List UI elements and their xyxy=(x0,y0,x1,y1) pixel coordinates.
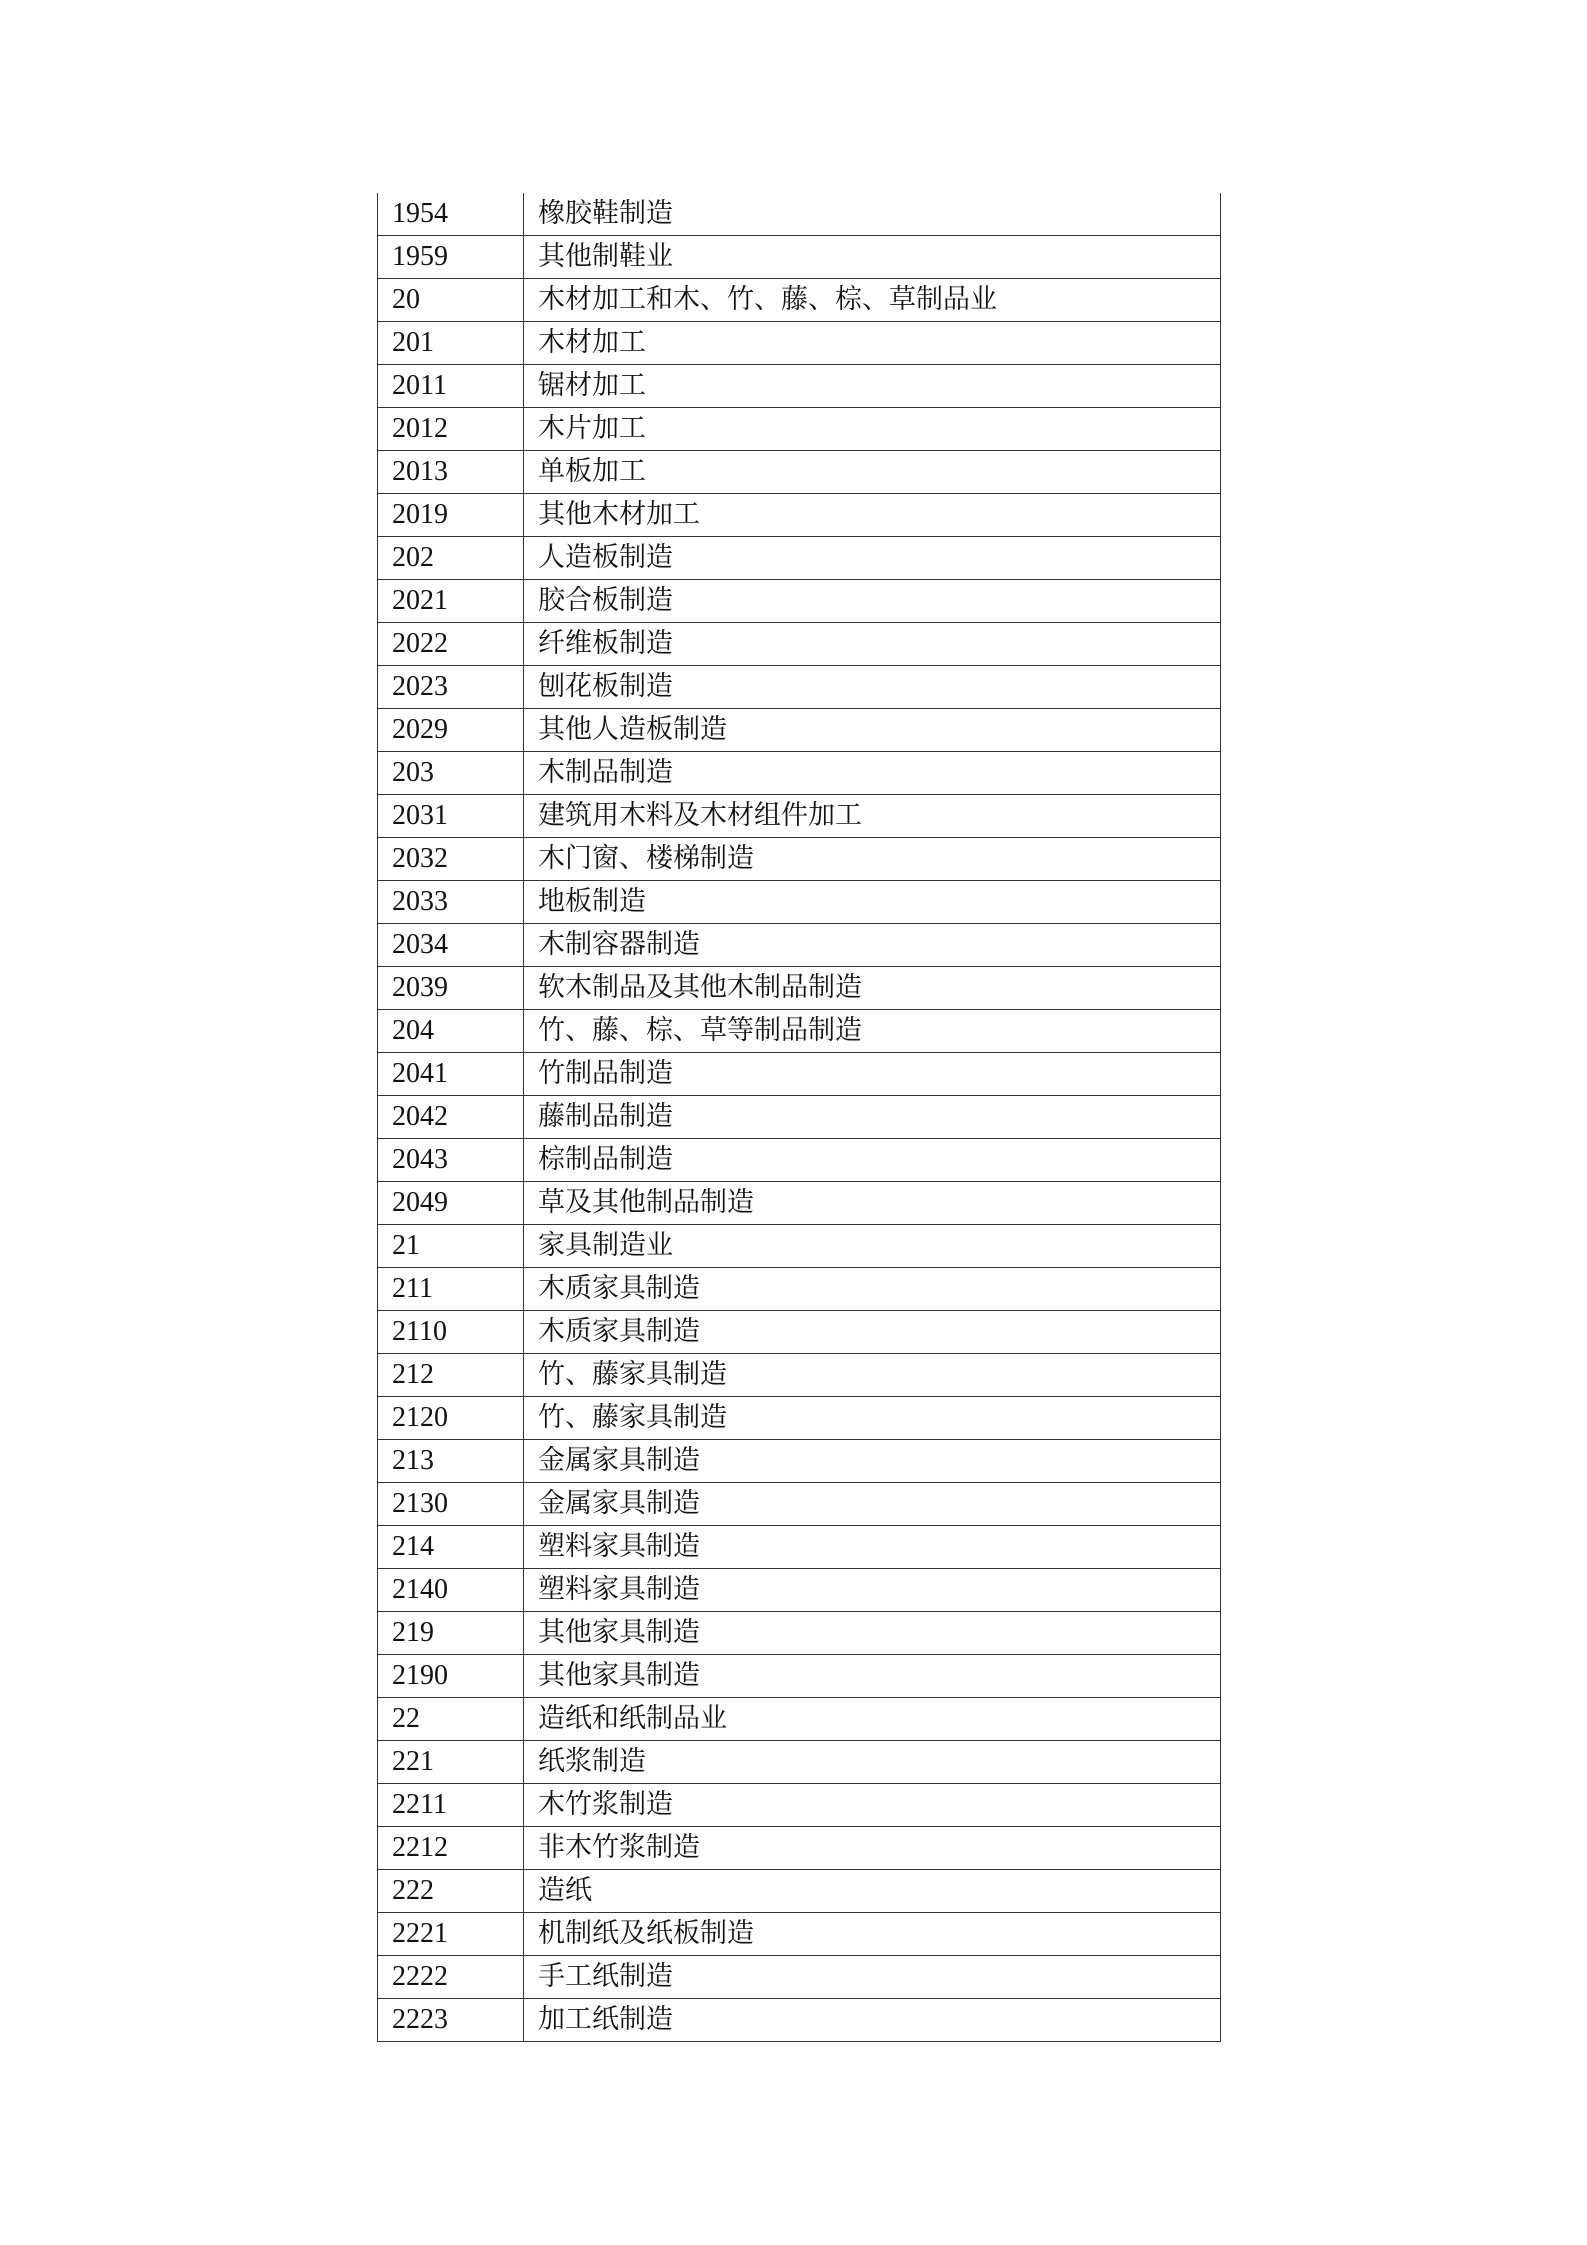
industry-name-cell: 造纸 xyxy=(524,1870,1221,1913)
table-row xyxy=(378,1053,1221,1096)
table-body xyxy=(378,193,1221,2042)
industry-code-cell: 2110 xyxy=(378,1311,524,1354)
table-row xyxy=(378,1870,1221,1913)
table-row xyxy=(378,1397,1221,1440)
table-row xyxy=(378,1999,1221,2042)
industry-code-cell: 219 xyxy=(378,1612,524,1655)
industry-code-cell: 1959 xyxy=(378,236,524,279)
industry-name-cell: 竹制品制造 xyxy=(524,1053,1221,1096)
table-row xyxy=(378,1010,1221,1053)
industry-name-cell: 手工纸制造 xyxy=(524,1956,1221,1999)
industry-code-cell: 2022 xyxy=(378,623,524,666)
table-row xyxy=(378,537,1221,580)
industry-code-cell: 2021 xyxy=(378,580,524,623)
industry-code-cell: 204 xyxy=(378,1010,524,1053)
table-row xyxy=(378,1569,1221,1612)
industry-code-cell: 2034 xyxy=(378,924,524,967)
table-row xyxy=(378,666,1221,709)
industry-name-cell: 竹、藤家具制造 xyxy=(524,1354,1221,1397)
table-row xyxy=(378,1225,1221,1268)
industry-code-cell: 222 xyxy=(378,1870,524,1913)
industry-name-cell: 其他木材加工 xyxy=(524,494,1221,537)
industry-name-cell: 竹、藤家具制造 xyxy=(524,1397,1221,1440)
industry-name-cell: 木材加工和木、竹、藤、棕、草制品业 xyxy=(524,279,1221,322)
industry-code-cell: 1954 xyxy=(378,193,524,236)
table-row xyxy=(378,1182,1221,1225)
table-row xyxy=(378,1698,1221,1741)
table-row xyxy=(378,580,1221,623)
industry-code-cell: 213 xyxy=(378,1440,524,1483)
industry-name-cell: 木门窗、楼梯制造 xyxy=(524,838,1221,881)
table-row xyxy=(378,1139,1221,1182)
table-row xyxy=(378,1784,1221,1827)
table-row xyxy=(378,924,1221,967)
table-row xyxy=(378,1311,1221,1354)
table-row xyxy=(378,795,1221,838)
table-row xyxy=(378,838,1221,881)
table-row xyxy=(378,1354,1221,1397)
industry-code-cell: 201 xyxy=(378,322,524,365)
table-row xyxy=(378,1741,1221,1784)
table-row xyxy=(378,709,1221,752)
industry-code-cell: 2190 xyxy=(378,1655,524,1698)
industry-name-cell: 软木制品及其他木制品制造 xyxy=(524,967,1221,1010)
table-row xyxy=(378,236,1221,279)
industry-name-cell: 锯材加工 xyxy=(524,365,1221,408)
industry-code-cell: 2223 xyxy=(378,1999,524,2042)
industry-code-cell: 2033 xyxy=(378,881,524,924)
table-row xyxy=(378,1440,1221,1483)
industry-name-cell: 纤维板制造 xyxy=(524,623,1221,666)
industry-code-cell: 2012 xyxy=(378,408,524,451)
table-row xyxy=(378,1827,1221,1870)
table-row xyxy=(378,494,1221,537)
industry-name-cell: 家具制造业 xyxy=(524,1225,1221,1268)
industry-name-cell: 棕制品制造 xyxy=(524,1139,1221,1182)
industry-code-cell: 2140 xyxy=(378,1569,524,1612)
industry-name-cell: 木质家具制造 xyxy=(524,1311,1221,1354)
table-row xyxy=(378,1612,1221,1655)
table-row xyxy=(378,1526,1221,1569)
table-row xyxy=(378,322,1221,365)
industry-name-cell: 竹、藤、棕、草等制品制造 xyxy=(524,1010,1221,1053)
industry-code-cell: 22 xyxy=(378,1698,524,1741)
industry-code-cell: 202 xyxy=(378,537,524,580)
table-row xyxy=(378,967,1221,1010)
industry-name-cell: 木质家具制造 xyxy=(524,1268,1221,1311)
table-row xyxy=(378,193,1221,236)
table-row xyxy=(378,1268,1221,1311)
industry-code-table xyxy=(377,193,1221,2042)
industry-code-cell: 21 xyxy=(378,1225,524,1268)
industry-code-cell: 2212 xyxy=(378,1827,524,1870)
industry-name-cell: 塑料家具制造 xyxy=(524,1569,1221,1612)
industry-code-cell: 2130 xyxy=(378,1483,524,1526)
table-row xyxy=(378,1913,1221,1956)
industry-code-cell: 2013 xyxy=(378,451,524,494)
industry-code-cell: 2042 xyxy=(378,1096,524,1139)
table-row xyxy=(378,451,1221,494)
industry-name-cell: 地板制造 xyxy=(524,881,1221,924)
industry-name-cell: 其他家具制造 xyxy=(524,1655,1221,1698)
table-row xyxy=(378,408,1221,451)
industry-code-cell: 221 xyxy=(378,1741,524,1784)
industry-name-cell: 纸浆制造 xyxy=(524,1741,1221,1784)
industry-code-cell: 2031 xyxy=(378,795,524,838)
industry-name-cell: 刨花板制造 xyxy=(524,666,1221,709)
industry-name-cell: 橡胶鞋制造 xyxy=(524,193,1221,236)
industry-name-cell: 木竹浆制造 xyxy=(524,1784,1221,1827)
industry-code-cell: 2023 xyxy=(378,666,524,709)
table-row xyxy=(378,279,1221,322)
table-row xyxy=(378,365,1221,408)
industry-name-cell: 加工纸制造 xyxy=(524,1999,1221,2042)
industry-name-cell: 人造板制造 xyxy=(524,537,1221,580)
industry-code-cell: 2049 xyxy=(378,1182,524,1225)
industry-name-cell: 木片加工 xyxy=(524,408,1221,451)
industry-name-cell: 金属家具制造 xyxy=(524,1440,1221,1483)
industry-name-cell: 草及其他制品制造 xyxy=(524,1182,1221,1225)
industry-code-cell: 2120 xyxy=(378,1397,524,1440)
industry-code-cell: 2221 xyxy=(378,1913,524,1956)
industry-code-cell: 214 xyxy=(378,1526,524,1569)
industry-name-cell: 木制容器制造 xyxy=(524,924,1221,967)
table-row xyxy=(378,881,1221,924)
industry-name-cell: 木制品制造 xyxy=(524,752,1221,795)
industry-code-cell: 2222 xyxy=(378,1956,524,1999)
table-row xyxy=(378,1096,1221,1139)
industry-code-cell: 2029 xyxy=(378,709,524,752)
industry-name-cell: 机制纸及纸板制造 xyxy=(524,1913,1221,1956)
industry-name-cell: 木材加工 xyxy=(524,322,1221,365)
industry-code-cell: 20 xyxy=(378,279,524,322)
table-row xyxy=(378,752,1221,795)
table-row xyxy=(378,1483,1221,1526)
industry-code-cell: 203 xyxy=(378,752,524,795)
industry-code-cell: 211 xyxy=(378,1268,524,1311)
industry-name-cell: 塑料家具制造 xyxy=(524,1526,1221,1569)
industry-code-cell: 2011 xyxy=(378,365,524,408)
industry-name-cell: 单板加工 xyxy=(524,451,1221,494)
industry-name-cell: 藤制品制造 xyxy=(524,1096,1221,1139)
industry-code-cell: 212 xyxy=(378,1354,524,1397)
industry-name-cell: 胶合板制造 xyxy=(524,580,1221,623)
industry-name-cell: 其他制鞋业 xyxy=(524,236,1221,279)
industry-name-cell: 造纸和纸制品业 xyxy=(524,1698,1221,1741)
industry-name-cell: 建筑用木料及木材组件加工 xyxy=(524,795,1221,838)
industry-name-cell: 其他家具制造 xyxy=(524,1612,1221,1655)
table-row xyxy=(378,1655,1221,1698)
industry-code-cell: 2039 xyxy=(378,967,524,1010)
industry-code-cell: 2019 xyxy=(378,494,524,537)
table-row xyxy=(378,1956,1221,1999)
industry-name-cell: 非木竹浆制造 xyxy=(524,1827,1221,1870)
industry-name-cell: 金属家具制造 xyxy=(524,1483,1221,1526)
industry-code-cell: 2043 xyxy=(378,1139,524,1182)
industry-name-cell: 其他人造板制造 xyxy=(524,709,1221,752)
table-row xyxy=(378,623,1221,666)
industry-code-cell: 2041 xyxy=(378,1053,524,1096)
industry-code-cell: 2211 xyxy=(378,1784,524,1827)
industry-code-cell: 2032 xyxy=(378,838,524,881)
